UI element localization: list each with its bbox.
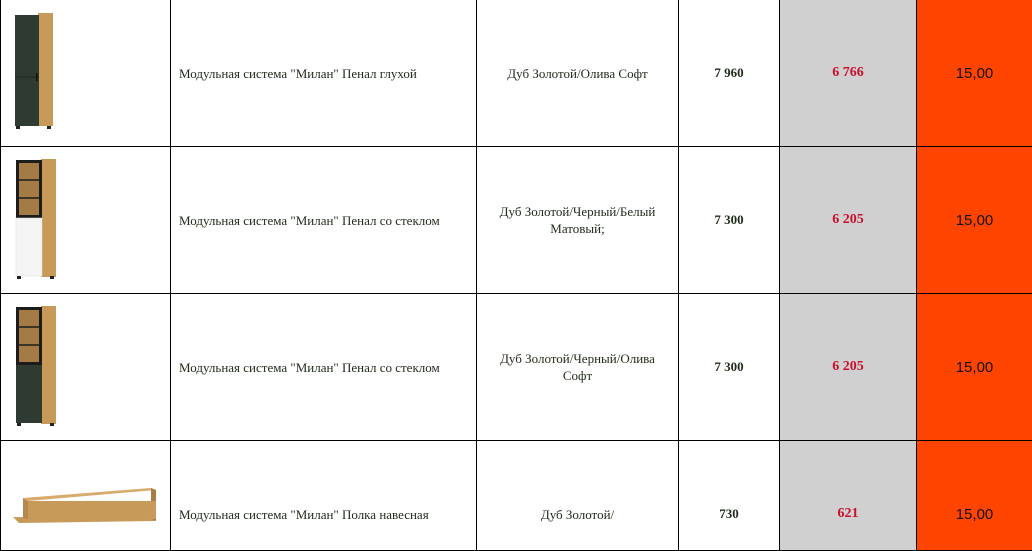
discount-percent: 15,00 bbox=[917, 0, 1032, 147]
sale-price: 621 bbox=[780, 441, 917, 551]
discount-percent: 15,00 bbox=[917, 441, 1032, 551]
product-color: Дуб Золотой/Черный/Олива Софт bbox=[477, 294, 679, 441]
wall-shelf-oak-image bbox=[1, 441, 170, 549]
table-row bbox=[1, 294, 1032, 441]
table-row bbox=[1, 0, 1032, 147]
product-name: Модульная система "Милан" Пенал со стеклом bbox=[171, 294, 477, 441]
product-name: Модульная система "Милан" Пенал со стеклом bbox=[171, 147, 477, 294]
product-image-cell bbox=[1, 441, 171, 551]
table-row bbox=[1, 147, 1032, 294]
sale-price: 6 205 bbox=[780, 294, 917, 441]
product-price: 7 960 bbox=[679, 0, 780, 147]
table-row bbox=[1, 441, 1032, 551]
product-name: Модульная система "Милан" Полка навесная bbox=[171, 441, 477, 551]
sale-price: 6 766 bbox=[780, 0, 917, 147]
sale-price: 6 205 bbox=[780, 147, 917, 294]
discount-percent: 15,00 bbox=[917, 294, 1032, 441]
product-image-cell bbox=[1, 0, 171, 147]
tall-cabinet-dark-green-oak-image bbox=[1, 1, 170, 146]
tall-cabinet-glass-white-oak-image bbox=[1, 148, 170, 293]
discount-percent: 15,00 bbox=[917, 147, 1032, 294]
product-color: Дуб Золотой/Олива Софт bbox=[477, 0, 679, 147]
product-image-cell bbox=[1, 294, 171, 441]
product-price: 730 bbox=[679, 441, 780, 551]
product-image-cell bbox=[1, 147, 171, 294]
product-color: Дуб Золотой/ bbox=[477, 441, 679, 551]
tall-cabinet-glass-green-oak-image bbox=[1, 295, 170, 440]
product-color: Дуб Золотой/Черный/Белый Матовый; bbox=[477, 147, 679, 294]
product-price: 7 300 bbox=[679, 147, 780, 294]
product-name: Модульная система "Милан" Пенал глухой bbox=[171, 0, 477, 147]
product-price: 7 300 bbox=[679, 294, 780, 441]
